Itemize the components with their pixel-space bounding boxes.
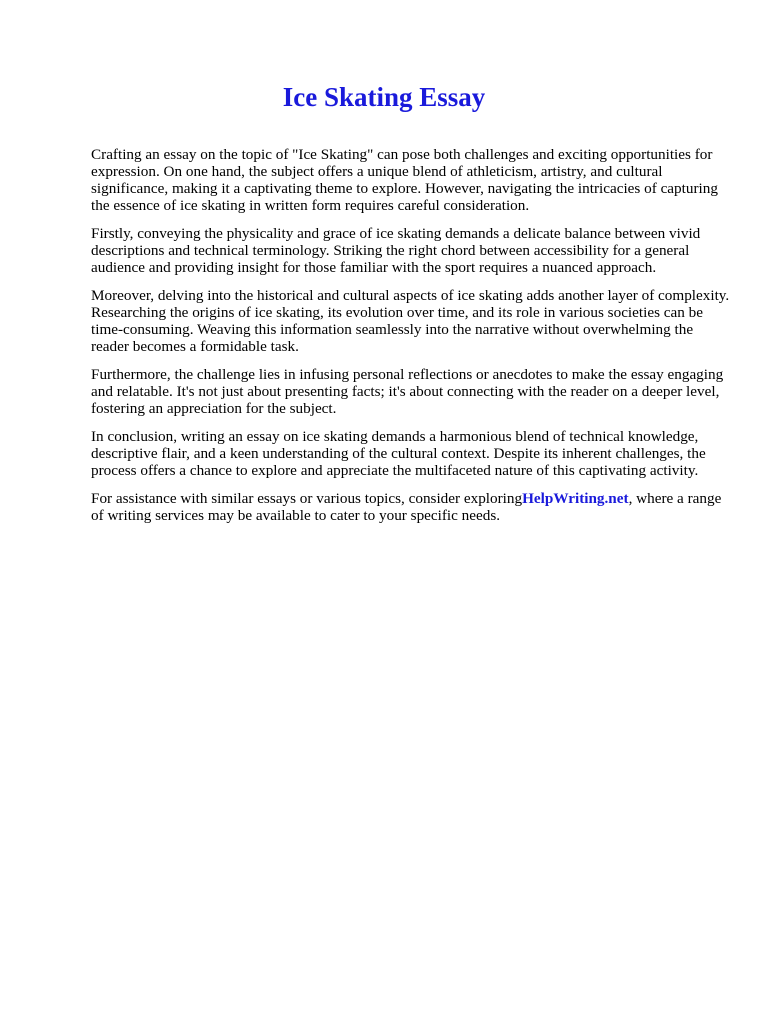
paragraph-conclusion: In conclusion, writing an essay on ice skating demands a harmonious blend of technical knowledge, descriptive flair, and a keen understanding of the cultural context. Despite its inherent challenges, the process offers a chance to explore and appreciate the multifaceted nature of this captivating activity.: [91, 428, 706, 479]
closing-text-after-link: , where a range of writing services may be available to cater to your specific needs.: [91, 490, 722, 524]
closing-text-before-link: For assistance with similar essays or various topics, consider exploring: [91, 490, 523, 507]
paragraph-firstly: Firstly, conveying the physicality and grace of ice skating demands a delicate balance between vivid descriptions and technical terminology. Striking the right chord between accessibility for a general audience and providing insight for those familiar with the sport requires a nuanced approach.: [91, 225, 701, 276]
paragraph-moreover: Moreover, delving into the historical and cultural aspects of ice skating adds another layer of complexity. Researching the origins of ice skating, its evolution over time, and its role in various societies can be time-consuming. Weaving this information seamlessly into the narrative without overwhelming the reader becomes a formidable task.: [91, 287, 730, 355]
paragraph-closing: [91, 490, 731, 524]
helpwriting-link[interactable]: HelpWriting.net: [522, 490, 629, 507]
paragraph-intro: Crafting an essay on the topic of "Ice Skating" can pose both challenges and exciting opportunities for expression. On one hand, the subject offers a unique blend of athleticism, artistry, and cultural significance, making it a captivating theme to explore. However, navigating the intricacies of capturing the essence of ice skating in written form requires careful consideration.: [91, 146, 718, 214]
essay-body: [91, 146, 731, 535]
paragraph-furthermore: Furthermore, the challenge lies in infusing personal reflections or anecdotes to make the essay engaging and relatable. It's not just about presenting facts; it's about connecting with the reader on a deeper level, fostering an appreciation for the subject.: [91, 366, 724, 417]
document-title: Ice Skating Essay: [282, 82, 486, 112]
